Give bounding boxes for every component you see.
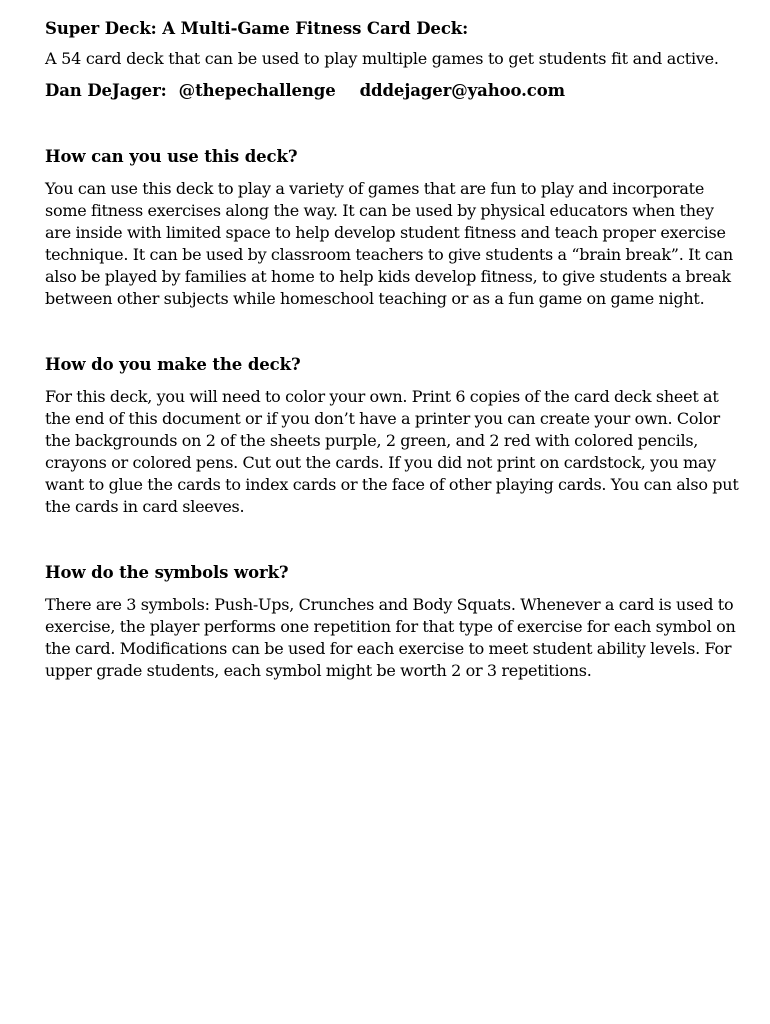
body-line: also be played by families at home to help kids develop fitness, to give students a break xyxy=(45,267,731,286)
section-use-deck xyxy=(45,146,735,310)
body-line: You can use this deck to play a variety of games that are fun to play and incorporate xyxy=(45,179,705,198)
body-line: between other subjects while homeschool teaching or as a fun game on game night. xyxy=(45,289,705,308)
body-line: exercise, the player performs one repetition for that type of exercise for each symbol on xyxy=(45,617,736,636)
section-symbols xyxy=(45,562,735,682)
body-line: the end of this document or if you don’t have a printer you can create your own. Color xyxy=(45,409,720,428)
body-line: For this deck, you will need to color your own. Print 6 copies of the card deck sheet at xyxy=(45,387,719,406)
document-page xyxy=(45,18,739,682)
section-heading: How can you use this deck? xyxy=(45,147,298,166)
section-body xyxy=(45,386,739,518)
intro-paragraph: A 54 card deck that can be used to play multiple games to get students fit and active. xyxy=(45,49,719,68)
body-line: the card. Modifications can be used for each exercise to meet student ability levels. For xyxy=(45,639,732,658)
section-make-deck xyxy=(45,354,739,518)
body-line: technique. It can be used by classroom teachers to give students a “brain break”. It can xyxy=(45,245,733,264)
section-heading: How do the symbols work? xyxy=(45,563,289,582)
author-email: dddejager@yahoo.com xyxy=(359,81,565,100)
section-body xyxy=(45,594,735,682)
body-line: some fitness exercises along the way. It can be used by physical educators when they xyxy=(45,201,714,220)
body-line: are inside with limited space to help develop student fitness and teach proper exercise xyxy=(45,223,726,242)
section-body xyxy=(45,178,735,310)
section-heading: How do you make the deck? xyxy=(45,355,301,374)
body-line: the cards in card sleeves. xyxy=(45,497,245,516)
body-line: the backgrounds on 2 of the sheets purple, 2 green, and 2 red with colored pencils, xyxy=(45,431,699,450)
author-line xyxy=(45,80,735,102)
document-title: Super Deck: A Multi-Game Fitness Card Deck: xyxy=(45,19,469,38)
body-line: upper grade students, each symbol might be worth 2 or 3 repetitions. xyxy=(45,661,592,680)
body-line: There are 3 symbols: Push-Ups, Crunches and Body Squats. Whenever a card is used to xyxy=(45,595,734,614)
author-name: Dan DeJager: xyxy=(45,81,167,100)
body-line: crayons or colored pens. Cut out the cards. If you did not print on cardstock, you may xyxy=(45,453,716,472)
body-line: want to glue the cards to index cards or the face of other playing cards. You can also put xyxy=(45,475,739,494)
author-handle: @thepechallenge xyxy=(178,81,336,100)
